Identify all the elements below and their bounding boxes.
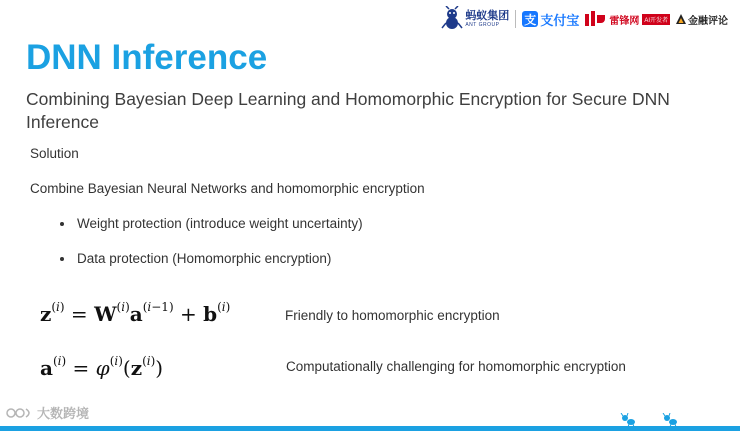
bullet-item [60, 251, 331, 266]
leiphone-badge: AI开发者 [642, 14, 670, 25]
footer-bar [0, 426, 740, 431]
formula1-note: Friendly to homomorphic encryption [285, 308, 500, 323]
watermark-text: 大数跨境 [37, 406, 90, 421]
alipay-icon: 支 [524, 12, 537, 27]
leiphone-logo [585, 11, 670, 27]
bullet-dot [60, 257, 64, 261]
ant-decoration-icon [662, 413, 678, 427]
ant-mascot-icon [441, 6, 463, 32]
bullet-dot [60, 222, 64, 226]
slide-subtitle: Combining Bayesian Deep Learning and Homomorphic Encryption for Secure DNN Inference [26, 89, 670, 132]
ant-decoration-icon [620, 413, 636, 427]
logo-divider [515, 10, 516, 28]
formula-z: $z^{(i)} = W^{(i)}a^{(i-1)} + b^{(i)}$ [40, 300, 231, 326]
leiphone-cn: 雷锋网 [609, 15, 640, 27]
header-logos [441, 4, 728, 34]
formula2-note: Computationally challenging for homomorphic encryption [286, 359, 626, 374]
bullet-item [60, 216, 363, 231]
section-label: Solution [30, 146, 79, 161]
watermark [6, 403, 89, 422]
intro-text: Combine Bayesian Neural Networks and homomorphic encryption [30, 181, 425, 196]
slide-title: DNN Inference [26, 38, 268, 77]
jinrong-logo [676, 12, 728, 27]
alipay-logo [522, 10, 579, 29]
bullet-text: Weight protection (introduce weight uncertainty) [77, 216, 363, 231]
ant-group-cn: 蚂蚁集团 [465, 9, 510, 22]
bullet-text: Data protection (Homomorphic encryption) [77, 251, 332, 266]
jinrong-icon [676, 14, 686, 24]
leiphone-icon [585, 11, 607, 27]
formula-a: $a^{(i)} = \varphi^{(i)}(z^{(i)})$ [40, 354, 164, 380]
watermark-icon [6, 406, 34, 420]
ant-group-logo [441, 6, 509, 32]
alipay-cn: 支付宝 [540, 12, 580, 28]
ant-group-en: ANT GROUP [465, 21, 500, 28]
jinrong-cn: 金融评论 [688, 15, 728, 27]
